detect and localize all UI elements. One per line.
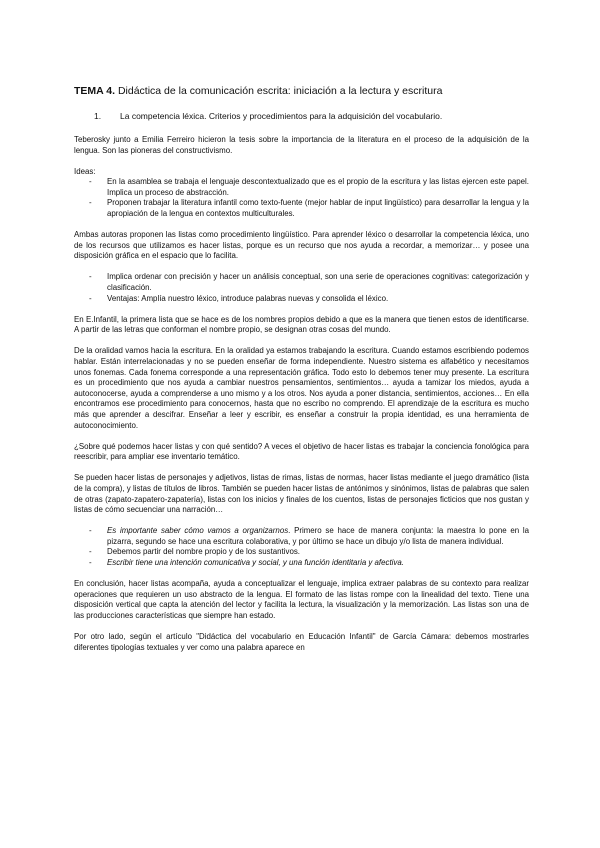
title-text: Didáctica de la comunicación escrita: iniciación a la lectura y escritura — [115, 85, 443, 97]
dash-bullet: - — [89, 293, 92, 303]
list-item — [74, 526, 529, 547]
list-item — [74, 294, 529, 305]
title-number: TEMA 4. — [74, 85, 116, 97]
paragraph-articulo: Por otro lado, según el artículo "Didáctica del vocabulario en Educación Infantil" de García Cámara: debemos mostrarles diferentes tipologías textuales y ver como una palabra aparece en — [74, 631, 529, 652]
list-item-text: Implica ordenar con precisión y hacer un análisis conceptual, son una serie de operaciones cognitivas: categorización y clasificación. — [107, 272, 529, 293]
paragraph-listas: Ambas autoras proponen las listas como procedimiento lingüístico. Para aprender léxico o desarrollar la competencia léxica, uno de los recursos que utilizamos es hacer listas, porque es un recurso que nos ayuda a recordar, a memorizar… y posee una disposición gráfica en el espacio que lo facilita. — [74, 230, 529, 261]
paragraph-intro: Teberosky junto a Emilia Ferreiro hicieron la tesis sobre la importancia de la literatura en el proceso de la adquisición de la lengua. Son las pioneras del constructivismo. — [74, 135, 529, 155]
section-number: 1. — [94, 111, 102, 121]
section-heading — [94, 111, 529, 122]
paragraph-question: ¿Sobre qué podemos hacer listas y con qué sentido? A veces el objetivo de hacer listas es trabajar la conciencia fonológica para reescribir, para ampliar ese inventario temático. — [74, 441, 529, 462]
list-item-emphasis: Escribir tiene una intención comunicativa y social, y una función identitaria y afectiva. — [107, 558, 404, 567]
dash-bullet: - — [89, 526, 92, 536]
paragraph-infantil: En E.Infantil, la primera lista que se hace es de los nombres propios debido a que es la manera que tienen estos de identificarse. A partir de las letras que conforman el nombre propio, se designan otras cosas del mundo. — [74, 314, 529, 335]
list-item — [74, 272, 529, 293]
list-item-text: Proponen trabajar la literatura infantil como texto-fuente (mejor hablar de input lingüístico) para desarrollar la lengua y la apropiación de la lengua en contextos multiculturales. — [107, 198, 529, 219]
list-item-text: Ventajas: Amplía nuestro léxico, introduce palabras nuevas y consolida el léxico. — [107, 293, 389, 303]
list-item — [74, 558, 529, 569]
dash-bullet: - — [89, 558, 92, 567]
document-page — [74, 85, 529, 653]
list-item-emphasis: Es importante saber cómo vamos a organizarnos — [107, 526, 289, 536]
section-title: La competencia léxica. Criterios y procedimientos para la adquisición del vocabulario. — [120, 111, 443, 121]
list-item-text: Debemos partir del nombre propio y de los sustantivos. — [107, 547, 300, 557]
ideas-label: Ideas: — [74, 166, 96, 176]
list-item-text: . Primero se hace de manera conjunta: la maestra lo pone en la pizarra, segundo se hace una escritura colaborativa, y por último se hace un dibujo y/o lista de manera individual. — [107, 526, 529, 546]
page-title — [74, 85, 529, 98]
dash-bullet: - — [89, 547, 92, 557]
advantages-list — [74, 272, 529, 304]
paragraph-conclusion: En conclusión, hacer listas acompaña, ayuda a conceptualizar el lenguaje, implica extraer palabras de su contexto para realizar operaciones que requieren un uso abstracto de la lengua. El formato de las listas rompe con la linealidad del texto. Tiene una disposición vertical que capta la atención del lector y facilita la lectura, la visualización y la memorización. Las listas son una de las producciones características que siempre han estado. — [74, 579, 529, 620]
ideas-list — [74, 177, 529, 219]
list-item — [74, 198, 529, 219]
list-item — [74, 177, 529, 198]
list-item — [74, 547, 529, 558]
dash-bullet: - — [89, 177, 92, 187]
list-item-text: En la asamblea se trabaja el lenguaje descontextualizado que es el propio de la escritura y las listas ejercen este papel. Implica un proceso de abstracción. — [107, 177, 529, 197]
organization-list — [74, 526, 529, 568]
paragraph-oralidad: De la oralidad vamos hacia la escritura. En la oralidad ya estamos trabajando la escritura. Cuando estamos escribiendo podemos hablar. Están interrelacionadas y no se pueden enseñar de forma independiente. Nuestro sistema es alfabético y necesitamos unos fonemas. Cada fonema corresponde a una representación gráfica. Todo esto lo debemos tener muy presente. La escritura es un procedimiento que nos ayuda a cambiar nuestros pensamientos, sentimientos… ayuda a tamizar los miedos, ayuda a autoconocerse, ayuda a comprenderse a uno mismo y a los otros. Nos ayuda a poner distancia, sentimientos, acciones… En ella encontramos ese procedimiento para conocernos, hasta que no escribo no comprendo. El aprendizaje de la escritura es mucho más que aprender a descifrar. Enseñar a leer y escribir, es enseñar a construir la propia identidad, es una herramienta de autoconocimiento. — [74, 346, 529, 430]
dash-bullet: - — [89, 198, 92, 208]
dash-bullet: - — [89, 272, 92, 282]
paragraph-tipos-listas: Se pueden hacer listas de personajes y adjetivos, listas de rimas, listas de normas, hacer listas mediante el juego dramático (lista de la compra), y listas de títulos de libros. También se pueden hacer listas de antónimos y sinónimos, listas de palabras que salen de otras (zapato-zapatero-zapatería), listas con los inicios y finales de los cuentos, listas de personajes ficticios que nos gustan y listas de cómo secuenciar una narración… — [74, 473, 529, 515]
